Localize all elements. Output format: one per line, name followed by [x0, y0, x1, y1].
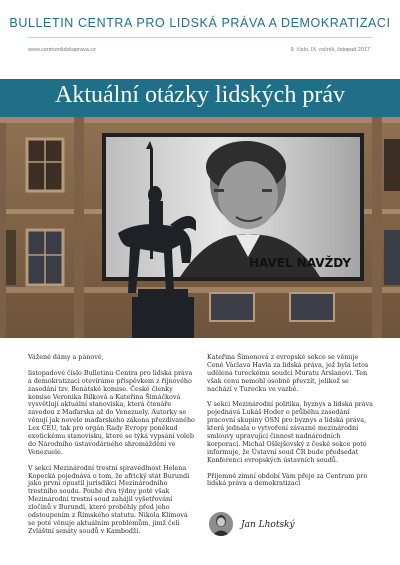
letter-greeting: Vážené dámy a pánové, [28, 353, 104, 361]
letter-paragraph: V sekci Mezinárodní politika, byznys a lidská práva pojednává Lukáš Hoder o průběhu zasedání pracovní skupiny OSN pro byznys a lidská práva, která jednala o vytvoření závazné mezinárodní smlouvy upravující činnost nadnárodních korporací. Michal Ošlejšovský z české sekce poté informuje, že Ústavní soud ČR bude předsedat Konferenci evropských ústavních soudů. [207, 400, 373, 464]
issue-info: 9. číslo, IX. ročník, listopad 2017 [290, 47, 370, 53]
bulletin-title: BULLETIN CENTRA PRO LIDSKÁ PRÁVA A DEMOKRATIZACI [9, 16, 391, 30]
letter-paragraph: listopadové číslo Bulletinu Centra pro lidská práva a demokratizaci otevíráme příspěvkem z říjnového zasedání tzv. Benátské komise. České členky komise Veronika Bílková a Kateřina Šimáčková vysvětlují aktuální stanoviska, která čtenáře zavedou z Maďarska až do Venezuely. Autorky se věnují jak novele maďarského zákona přezdívaného Lex CEU, tak pro orgán Rady Evropy poněkud exotickému stanovisku, které se týká vypsání voleb do Národního ústavodárného shromáždění ve Venezuele. [28, 368, 195, 456]
cover-photo [0, 117, 400, 338]
title-banner [0, 79, 400, 117]
page-title: Aktuální otázky lidských práv [55, 82, 345, 108]
letter-right-column [207, 354, 373, 496]
author-avatar [209, 512, 233, 536]
letter-closing: Příjemné zimní období Vám přeje za Centrum pro lidská práva a demokratizaci [207, 471, 368, 488]
letter-left-column [28, 354, 196, 544]
header-divider [28, 37, 372, 38]
letter-paragraph: Kateřina Šimonová z evropské sekce se věnuje Ceně Václava Havla za lidská práva, jež byla letos udělena tureckému soudci Muratu Arslanovi. Ten však cenu nemohl osobně převzít, jelikož se nachází v Turecku ve vazbě. [207, 353, 369, 393]
letter-paragraph: V sekci Mezinárodní trestní spravedlnost Helena Kopecká pojednává o tom, že africký stát Burundi jako první opustil jurisdikci Mezinárodního trestního soudu. Pouhé dva týdny poté však Mezinárodní trestní soud zahájil vyšetřování zločinů v Burundi, které proběhly před jeho odstoupením z Římského statutu. Nikola Klímová se poté věnuje aktuálním problémům, jimž čelí Zvláštní senáty soudů v Kambodži. [28, 463, 190, 535]
signature: Jan Lhotský [241, 520, 295, 530]
website-url[interactable]: www.centrumlidskaprava.cz [28, 47, 96, 53]
signature-block [207, 512, 373, 538]
cover-photo-illustration [0, 117, 400, 338]
person-icon [209, 512, 233, 536]
poster-caption: HAVEL NAVŽDY [248, 256, 352, 270]
